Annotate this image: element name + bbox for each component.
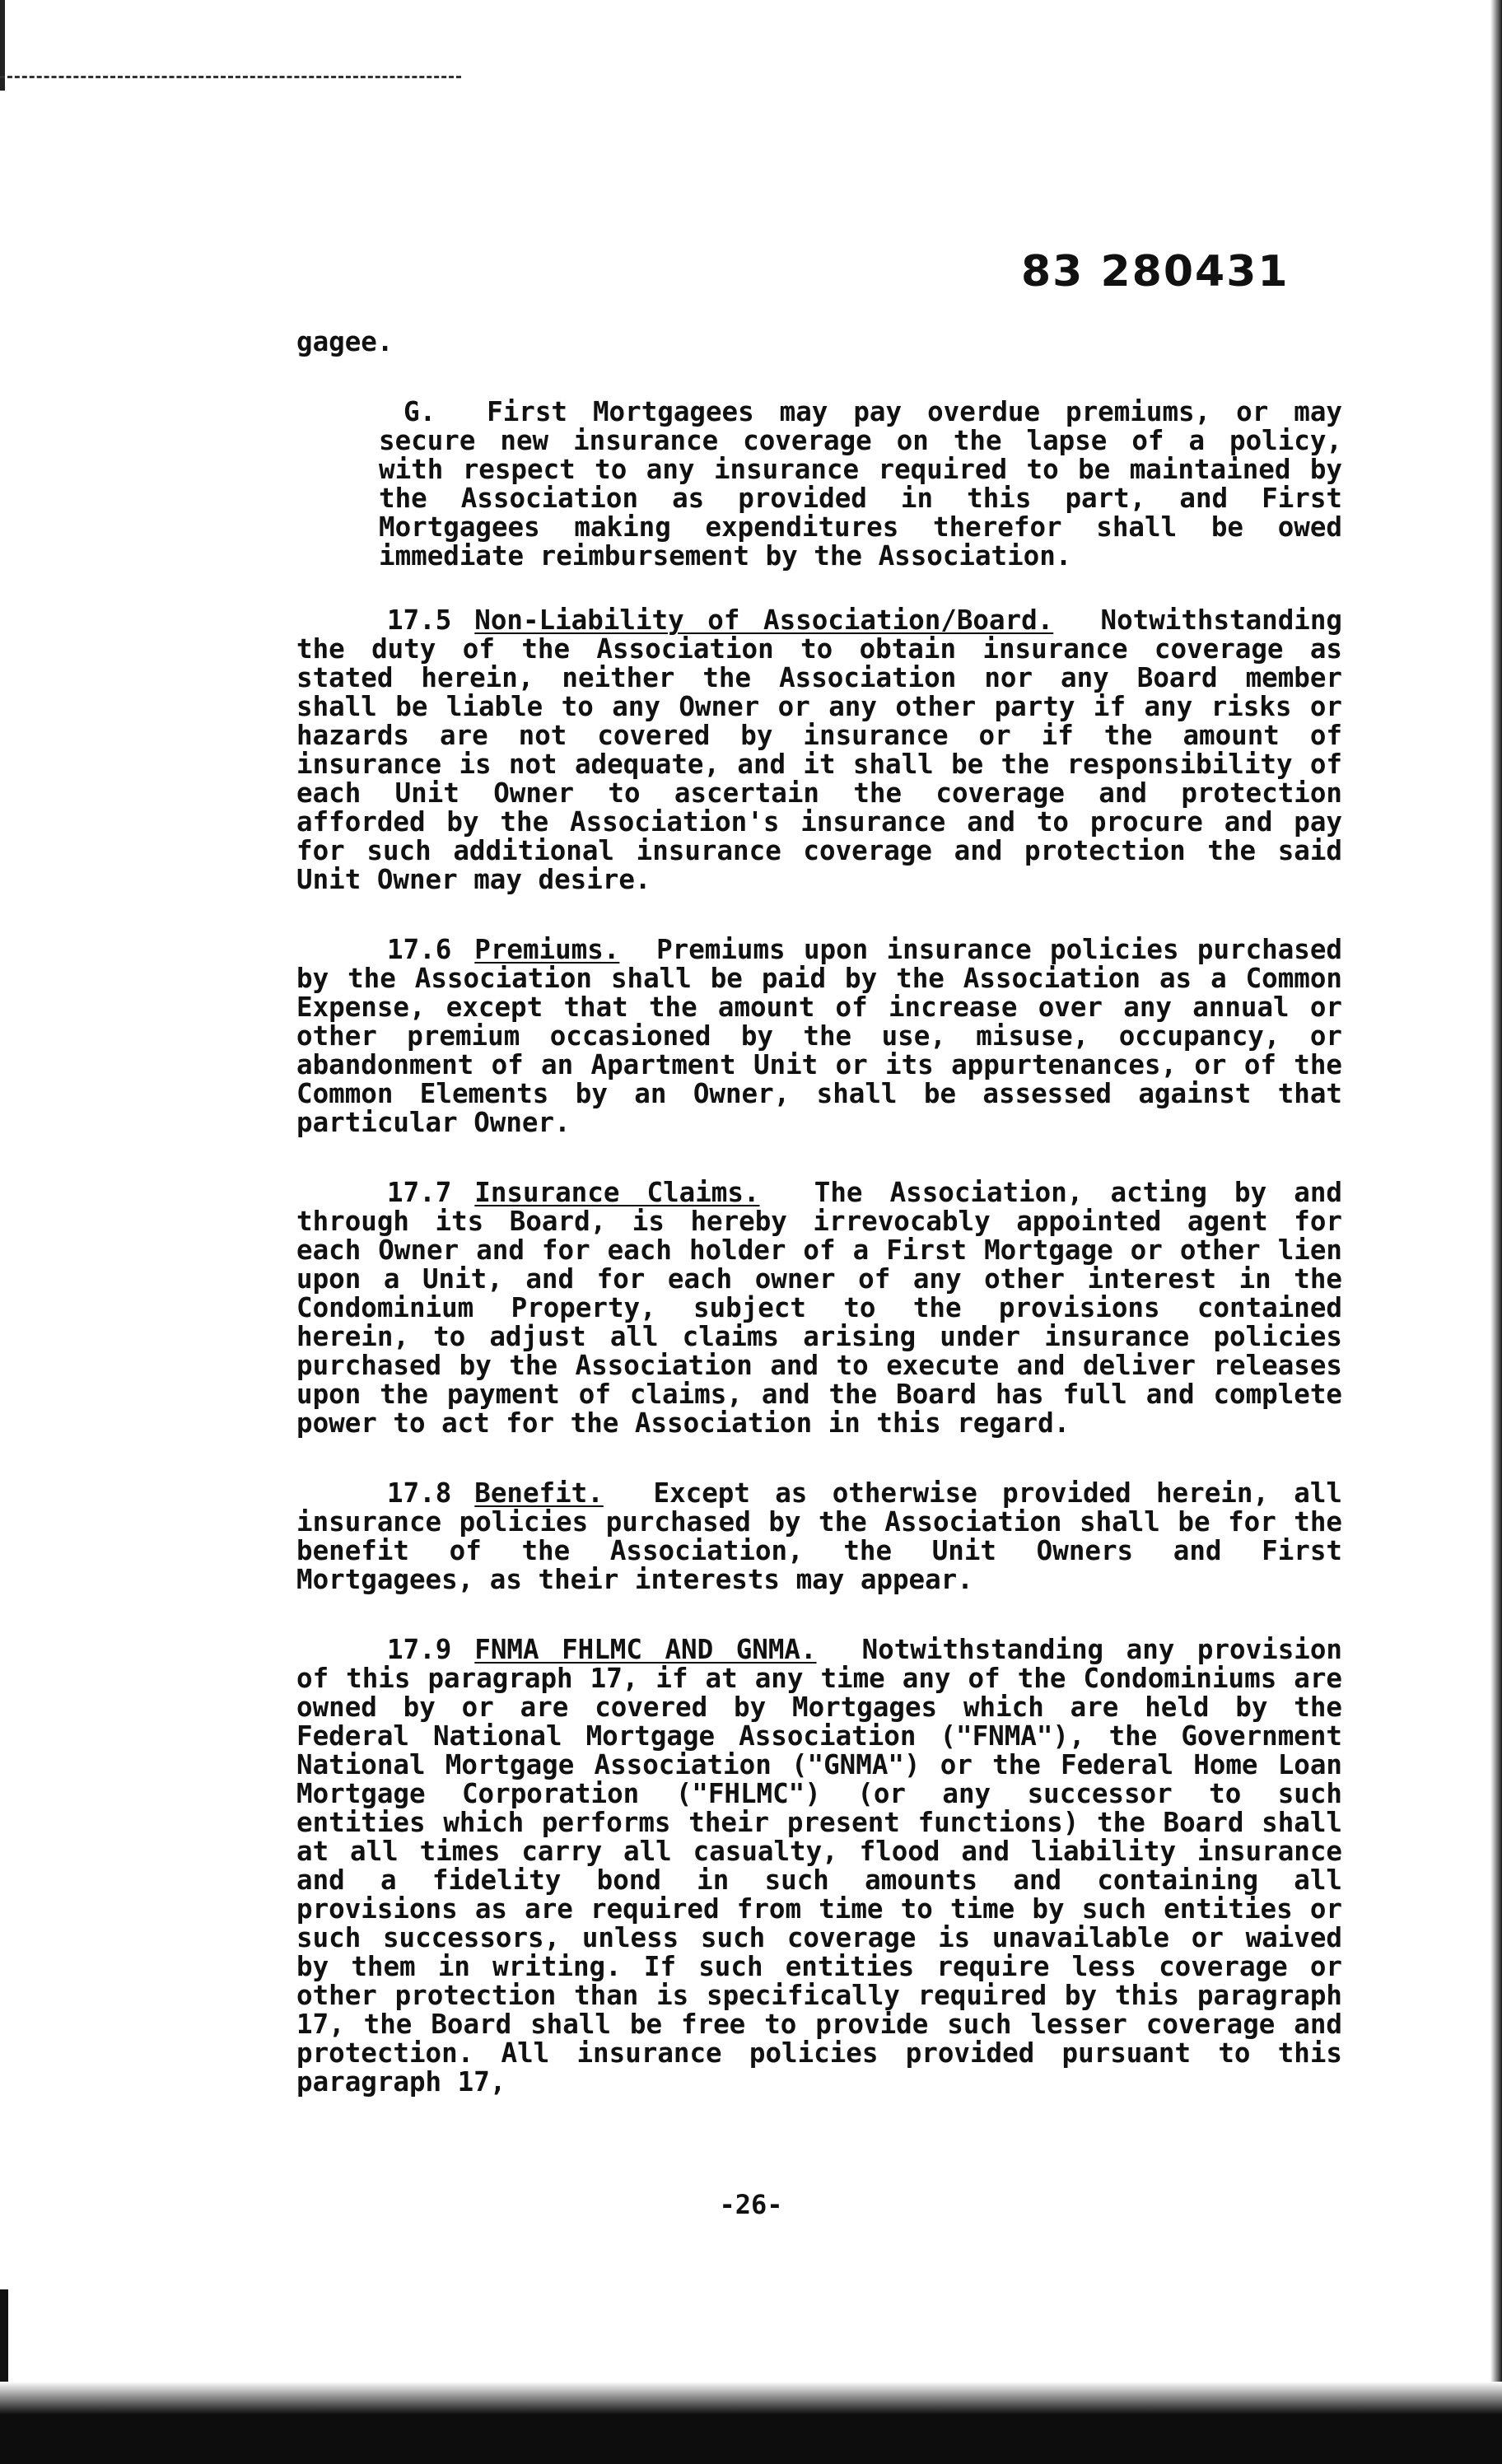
paragraph-g-text: First Mortgagees may pay overdue premiums, or may secure new insurance coverage on the lapse of a policy, with respect to any insurance required to be maintained by the Association as provided in this part, and First Mortgagees making expenditures therefor shall be owed immediate reimbursement by the Association. [379,396,1342,572]
section-title: Non-Liability of Association/Board. [474,604,1054,636]
continuation-paragraph [296,328,1342,357]
document-body [296,328,1342,612]
section-text: Premiums upon insurance policies purchased by the Association shall be paid by the Association as a Common Expense, except that the amount of increase over any annual or other premium occasioned by the use, misuse, occupancy, or abandonment of an Apartment Unit or its appurtenances, or of the Common Elements by an Owner, shall be assessed against that particular Owner. [296,934,1342,1138]
page-number: -26- [719,2189,783,2220]
paragraph-g-label: G. [403,396,436,427]
continuation-text: gagee. [296,326,394,357]
section-title: Benefit. [474,1477,604,1509]
scan-border-right [1490,0,1502,2464]
section-title: FNMA FHLMC AND GNMA. [474,1634,817,1665]
scan-border-top [0,76,461,78]
section-text: Notwithstanding the duty of the Association to obtain insurance coverage as stated herein, neither the Association nor any Board member shall be liable to any Owner or any other party if any risks or hazards are not covered by insurance or if the amount of insurance is not adequate, and it shall be the responsibility of each Unit Owner to ascertain the coverage and protection afforded by the Association's insurance and to procure and pay for such additional insurance coverage and protection the said Unit Owner may desire. [296,604,1342,895]
section-text: Notwithstanding any provision of this paragraph 17, if at any time any of the Condominiums are owned by or are covered by Mortgages which are held by the Federal National Mortgage Association ("FNMA"), the Government National Mortgage Association ("GNMA") or the Federal Home Loan Mortgage Corporation ("FHLMC") (or any successor to such entities which performs their present functions) the Board shall at all times carry all casualty, flood and liability insurance and a fidelity bond in such amounts and containing all provisions as are required from time to time by such entities or such successors, unless such coverage is unavailable or waived by them in writing. If such entities require less coverage or other protection than is specifically required by this paragraph 17, the Board shall be free to provide such lesser coverage and protection. All insurance policies provided pursuant to this paragraph 17, [296,1634,1342,2098]
section-17-5 [296,606,1342,894]
section-17-8 [296,1479,1342,1594]
section-title: Premiums. [474,934,620,965]
scan-shadow-bottom [0,2382,1502,2415]
section-number: 17.8 [387,1477,452,1509]
section-text: The Association, acting by and through its Board, is hereby irrevocably appointed agent for each Owner and for each holder of a First Mortgage or other lien upon a Unit, and for each owner of any other interest in the Condominium Property, subject to the provisions contained herein, to adjust all claims arising under insurance policies purchased by the Association and to execute and deliver releases upon the payment of claims, and the Board has full and complete power to act for the Association in this regard. [296,1177,1342,1439]
section-number: 17.7 [387,1177,452,1208]
scan-border-bottom [0,2415,1502,2464]
section-number: 17.6 [387,934,452,965]
section-17-7 [296,1178,1342,1438]
section-number: 17.5 [387,604,452,636]
section-text: Except as otherwise provided herein, all insurance policies purchased by the Association shall be for the benefit of the Association, the Unit Owners and First Mortgagees, as their interests may appear. [296,1477,1342,1595]
paragraph-g [296,398,1342,571]
section-title: Insurance Claims. [474,1177,760,1208]
section-17-6 [296,936,1342,1137]
sections-block [296,606,1342,2138]
section-number: 17.9 [387,1634,452,1665]
section-17-9 [296,1636,1342,2097]
document-recording-number: 83 280431 [1021,247,1290,296]
